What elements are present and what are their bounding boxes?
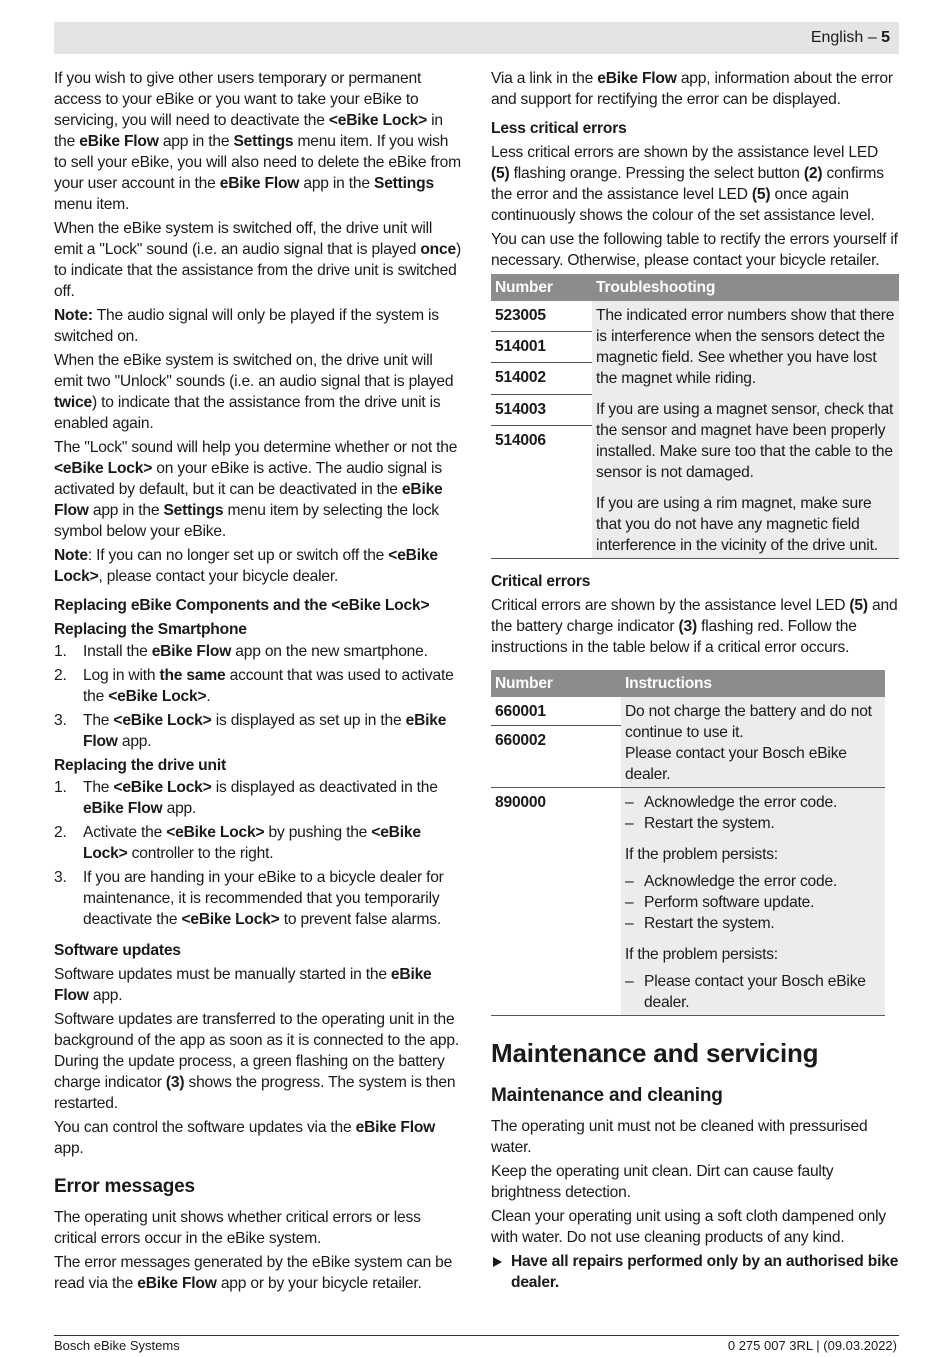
list-item: 1. Install the eBike Flow app on the new smartphone.	[54, 643, 428, 660]
column-header: Instructions	[621, 670, 885, 697]
section-heading: Maintenance and cleaning	[491, 1085, 723, 1106]
page-number: 5	[881, 29, 890, 46]
list-item: 2. Activate the <eBike Lock> by pushing the <eBike Lock> controller to the right.	[54, 824, 421, 862]
error-code: 523005	[491, 301, 592, 332]
paragraph: When the eBike system is switched off, the drive unit will emit a "Lock" sound (i.e. an audio signal that is played once) to indicate that the assistance from the drive unit is switched off.	[54, 220, 461, 300]
list-item: 1. The <eBike Lock> is displayed as deactivated in the eBike Flow app.	[54, 779, 438, 817]
paragraph: If you wish to give other users temporary or permanent access to your eBike or you want to take your eBike to servicing, you will need to deactivate the <eBike Lock> in the eBike Flow app in the Settings menu item. If you wish to sell your eBike, you will also need to delete the eBike from your user account in the eBike Flow app in the Settings menu item.	[54, 70, 461, 213]
list-item: 3. If you are handing in your eBike to a bicycle dealer for maintenance, it is recommended that you temporarily deactivate the <eBike Lock> to prevent false alarms.	[54, 869, 444, 928]
column-header: Number	[491, 274, 592, 301]
table-header-row	[491, 670, 885, 697]
right-column	[491, 68, 899, 1296]
error-code: 514006	[491, 426, 592, 559]
header-bar	[54, 22, 899, 54]
paragraph: When the eBike system is switched on, the drive unit will emit two "Unlock" sounds (i.e. an audio signal that is played twice) to indicate that the assistance from the drive unit is enabled again.	[54, 352, 454, 432]
paragraph: You can control the software updates via the eBike Flow app.	[54, 1119, 436, 1157]
paragraph: The operating unit must not be cleaned with pressurised water.	[491, 1118, 868, 1156]
error-code: 514001	[491, 332, 592, 363]
list-item: – Restart the system.	[625, 815, 775, 832]
table-header-row	[491, 274, 899, 301]
error-code: 514002	[491, 363, 592, 394]
persist-note: If the problem persists:	[625, 846, 778, 863]
paragraph: Clean your operating unit using a soft cloth dampened only with water. Do not use cleaning products of any kind.	[491, 1208, 886, 1246]
paragraph: Software updates are transferred to the operating unit in the background of the app as soon as it is connected to the app. During the update process, a green flashing on the battery charge indicator (3) shows the progress. The system is then restarted.	[54, 1011, 459, 1112]
critical-errors-table	[491, 670, 885, 1016]
error-code: 890000	[491, 788, 621, 1016]
list-item: – Perform software update.	[625, 894, 815, 911]
instructions-cell	[621, 788, 885, 1016]
paragraph: Critical errors are shown by the assistance level LED (5) and the battery charge indicator (3) flashing red. Follow the instructions in the table below if a critical error occurs.	[491, 597, 898, 656]
table-row	[491, 788, 885, 1016]
instruction-bullet: Have all repairs performed only by an authorised bike dealer.	[491, 1251, 899, 1293]
note: Note: If you can no longer set up or switch off the <eBike Lock>, please contact your bicycle dealer.	[54, 547, 438, 585]
paragraph: You can use the following table to rectify the errors yourself if necessary. Otherwise, please contact your bicycle retailer.	[491, 231, 898, 269]
error-code: 514003	[491, 394, 592, 425]
error-code: 660002	[491, 726, 621, 788]
column-header: Number	[491, 670, 621, 697]
subheading: Critical errors	[491, 573, 591, 590]
section-title: Maintenance and servicing	[491, 1038, 819, 1068]
header-language: English –	[810, 29, 877, 46]
subheading: Replacing eBike Components and the <eBike Lock>	[54, 597, 430, 614]
subheading: Software updates	[54, 942, 181, 959]
section-heading: Error messages	[54, 1176, 195, 1197]
paragraph: Via a link in the eBike Flow app, information about the error and support for rectifying the error can be displayed.	[491, 70, 893, 108]
subheading: Replacing the Smartphone	[54, 621, 247, 638]
paragraph: Keep the operating unit clean. Dirt can cause faulty brightness detection.	[491, 1163, 834, 1201]
arrow-bullet-icon	[493, 1257, 502, 1267]
footer-left: Bosch eBike Systems	[54, 1338, 180, 1353]
paragraph: The "Lock" sound will help you determine whether or not the <eBike Lock> on your eBike is active. The audio signal is activated by default, but it can be deactivated in the eBike Flow app in the Settings menu item by selecting the lock symbol below your eBike.	[54, 439, 458, 540]
list-item: – Acknowledge the error code.	[625, 794, 838, 811]
paragraph: Less critical errors are shown by the assistance level LED (5) flashing orange. Pressing the select button (2) confirms the error and the assistance level LED (5) once again continuously shows the colour of the set assistance level.	[491, 144, 884, 224]
table-row	[491, 697, 885, 726]
subheading: Replacing the drive unit	[54, 757, 226, 774]
troubleshooting-table	[491, 274, 899, 559]
instructions-cell: Do not charge the battery and do not continue to use it. Please contact your Bosch eBike dealer.	[621, 697, 885, 788]
persist-note: If the problem persists:	[625, 946, 778, 963]
table-row	[491, 301, 899, 332]
paragraph: The operating unit shows whether critical errors or less critical errors occur in the eBike system.	[54, 1209, 421, 1247]
subheading: Less critical errors	[491, 120, 627, 137]
drive-unit-steps	[54, 777, 462, 930]
note: Note: The audio signal will only be played if the system is switched on.	[54, 307, 439, 345]
list-item: – Acknowledge the error code.	[625, 873, 838, 890]
list-item: 3. The <eBike Lock> is displayed as set up in the eBike Flow app.	[54, 712, 447, 750]
troubleshooting-cell: The indicated error numbers show that there is interference when the sensors detect the magnetic field. See whether you have lost the magnet while riding. If you are using a magnet sensor, check that the sensor and magnet have been properly installed. Make sure too that the cable to the sensor is not damaged. If you are using a rim magnet, make sure that you do not have any magnetic field interference in the vicinity of the drive unit.	[592, 301, 899, 559]
error-code: 660001	[491, 697, 621, 726]
left-column	[54, 68, 462, 1297]
list-item: – Please contact your Bosch eBike dealer.	[625, 973, 866, 1011]
smartphone-steps	[54, 641, 462, 752]
column-header: Troubleshooting	[592, 274, 899, 301]
list-item: 2. Log in with the same account that was used to activate the <eBike Lock>.	[54, 667, 454, 705]
list-item: – Restart the system.	[625, 915, 775, 932]
footer-right: 0 275 007 3RL | (09.03.2022)	[727, 1338, 897, 1353]
paragraph: The error messages generated by the eBike system can be read via the eBike Flow app or by your bicycle retailer.	[54, 1254, 453, 1292]
paragraph: Software updates must be manually started in the eBike Flow app.	[54, 966, 432, 1004]
footer-rule	[54, 1335, 899, 1336]
page-header	[811, 29, 890, 47]
